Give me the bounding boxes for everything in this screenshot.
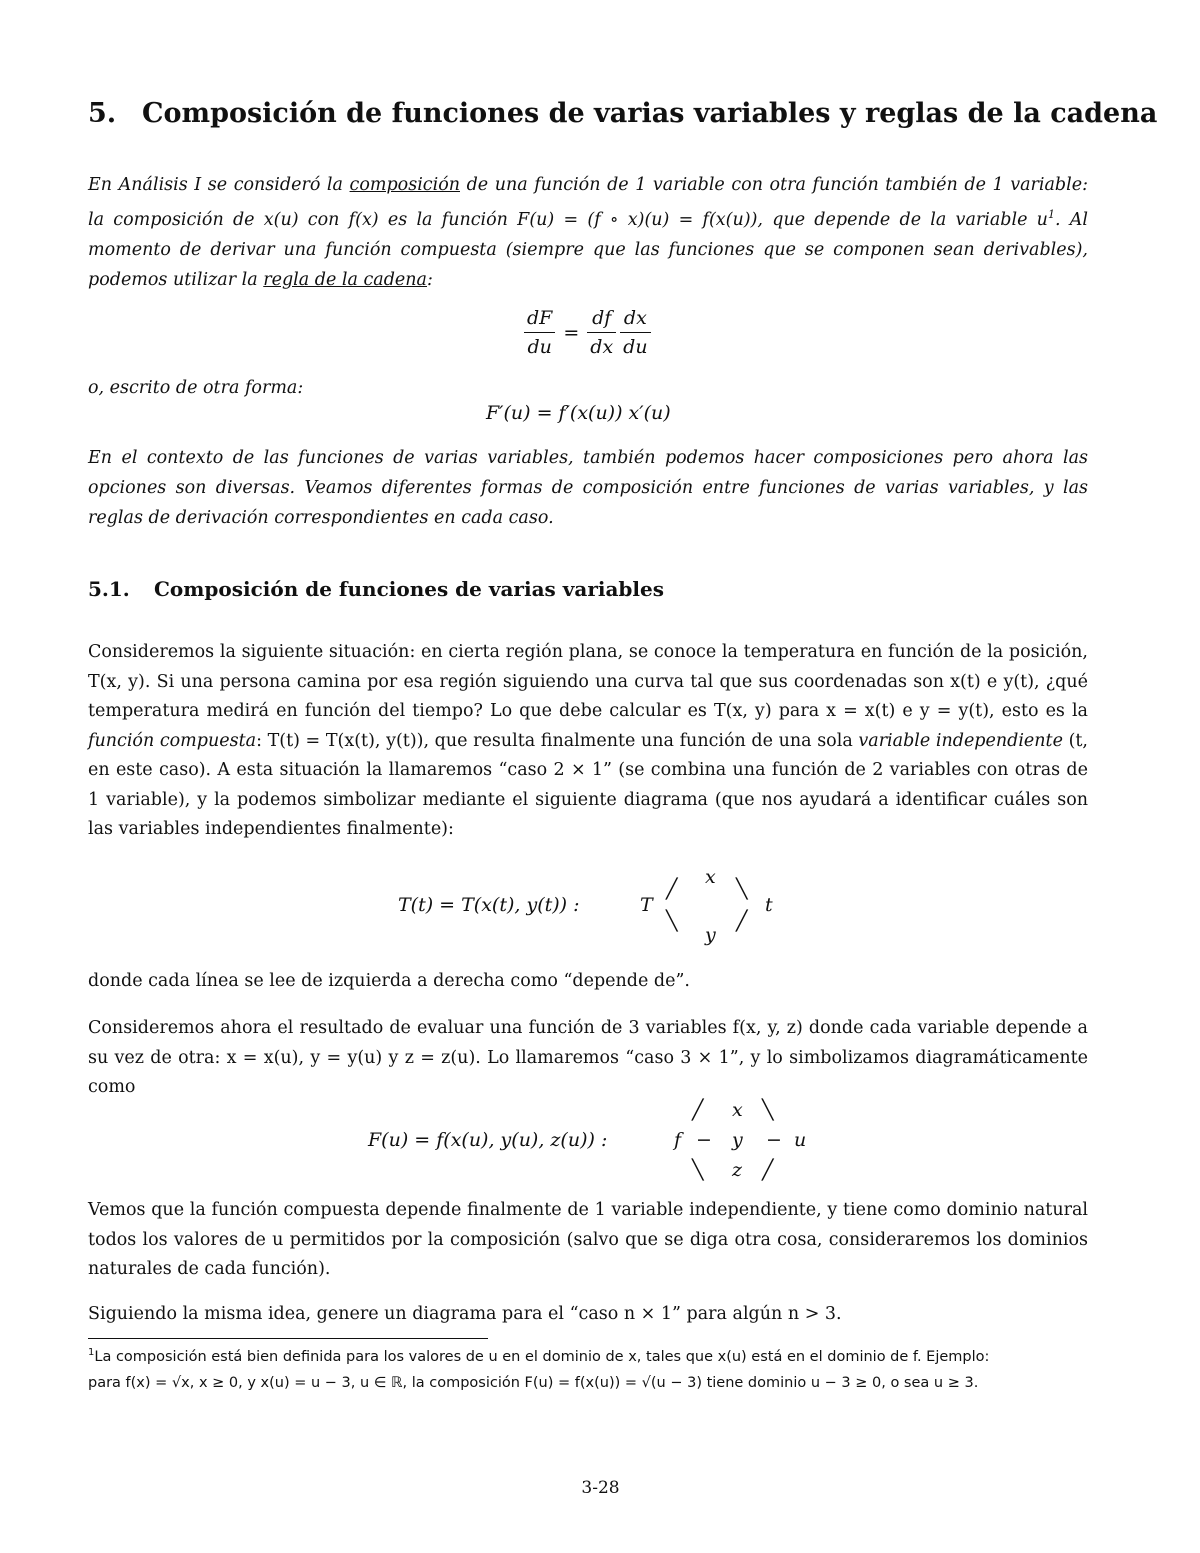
diagram2-node-x: x: [732, 1099, 743, 1121]
frac-du: du: [527, 336, 552, 358]
diagram2-node-z: z: [732, 1159, 743, 1181]
diagram1-line-y-t: ╱: [736, 910, 748, 932]
diagram1-line-x-t: ╲: [736, 878, 748, 900]
body-p1-italic-2: variable independiente: [858, 730, 1063, 751]
footnote-mark: 1: [88, 1347, 95, 1358]
diagram1-node-x: x: [705, 866, 716, 888]
diagram2-line-down: ╲: [692, 1159, 704, 1181]
intro-text-b: de una función de 1 variable con otra función también de 1 variable: la composición de x(u) con f(x) es la función F(u) = (f ∘ x)(u) = f(x(u)), que depende de la variable u: [88, 175, 1088, 230]
footnote-rule: [88, 1338, 488, 1339]
body-p1-text-b: : T(t) = T(x(t), y(t)), que resulta finalmente una función de una sola: [256, 730, 859, 751]
section-heading: [88, 98, 1157, 129]
diagram2-leaf-u: u: [794, 1129, 807, 1151]
body-paragraph-1: [88, 638, 1088, 845]
body-p1-text-c: (t, en este caso). A esta situación la llamaremos “caso 2 × 1” (se combina una función de 2 variables con otras de 1 variable), y la podemos simbolizar mediante el siguiente diagrama (que nos ayudará a identificar cuáles son las variables independientes finalmente):: [88, 730, 1088, 839]
diagram2-line-y-u: −: [766, 1129, 782, 1151]
chain-rule-fraction-equation: [522, 304, 653, 361]
chain-rule-prime-equation: F′(u) = f′(x(u)) x′(u): [486, 402, 671, 424]
footnote-ref[interactable]: 1: [1047, 208, 1055, 221]
intro-paragraph-2: En el contexto de las funciones de varias variables, también podemos hacer composiciones pero ahora las opciones son diversas. Veamos diferentes formas de composición entre funciones de varias variables, y las reglas de derivación correspondientes en cada caso.: [88, 448, 1088, 528]
body-paragraph-3: Consideremos ahora el resultado de evaluar una función de 3 variables f(x, y, z) donde cada variable depende a su vez de otra: x = x(u), y = y(u) y z = z(u). Lo llamaremos “caso 3 × 1”, y lo simbolizamos diagramáticamente como: [88, 1018, 1088, 1097]
footnote-text-1: La composición está bien definida para los valores de u en el dominio de x, tales que x(u) está en el dominio de f. Ejemplo:: [94, 1348, 990, 1365]
diagram2-line-up: ╱: [692, 1099, 704, 1121]
diagram1-line-down: ╲: [666, 910, 678, 932]
frac-dF: dF: [524, 304, 555, 333]
body-paragraph-4: Vemos que la función compuesta depende finalmente de 1 variable independiente, y tiene como dominio natural todos los valores de u permitidos por la composición (salvo que se diga otra cosa, consideraremos los dominios naturales de cada función).: [88, 1200, 1088, 1279]
intro-text-a: En Análisis I se consideró la: [88, 175, 350, 195]
section-title: Composición de funciones de varias variables y reglas de la cadena: [142, 98, 1158, 129]
body-paragraph-5: Siguiendo la misma idea, genere un diagrama para el “caso n × 1” para algún n > 3.: [88, 1304, 842, 1324]
body-p1-text-a: Consideremos la siguiente situación: en cierta región plana, se conoce la temperatura en función de la posición, T(x, y). Si una persona camina por esa región siguiendo una curva tal que sus coordenadas son x(t) e y(t), ¿qué temperatura medirá en función del tiempo? Lo que debe calcular es T(x, y) para x = x(t) e y = y(t), esto es la: [88, 642, 1088, 721]
diagram1-node-y: y: [705, 924, 716, 946]
subsection-number: 5.1.: [88, 577, 130, 601]
diagram2-node-y: y: [732, 1129, 743, 1151]
diagram2-formula: F(u) = f(x(u), y(u), z(u)) :: [368, 1129, 608, 1151]
frac-dx-2: dx: [620, 304, 650, 333]
link-composicion[interactable]: composición: [349, 175, 460, 195]
diagram2-root: f: [674, 1129, 682, 1151]
footnote: [88, 1340, 1088, 1396]
body-p1-italic-1: función compuesta: [88, 730, 257, 751]
diagram1-leaf-t: t: [765, 894, 773, 916]
subsection-title: Composición de funciones de varias variables: [154, 577, 664, 601]
intro-text-d: :: [426, 269, 433, 290]
alt-form-label: o, escrito de otra forma:: [88, 378, 304, 398]
diagram1-formula: T(t) = T(x(t), y(t)) :: [398, 894, 580, 916]
frac-du-2: du: [623, 336, 648, 358]
page-number: 3-28: [581, 1478, 620, 1498]
diagram2-line-z-u: ╱: [762, 1159, 774, 1181]
diagram2-line-x-u: ╲: [762, 1099, 774, 1121]
frac-df: df: [587, 304, 616, 333]
diagram2-line-mid: −: [696, 1129, 712, 1151]
frac-dx: dx: [590, 336, 614, 358]
intro-paragraph: [88, 170, 1088, 295]
footnote-line-1: [88, 1340, 1088, 1370]
link-regla-cadena[interactable]: regla de la cadena: [263, 269, 427, 290]
diagram-case-3x1: [88, 1097, 1088, 1189]
intro-text-c: . Al momento de derivar una función compuesta (siempre que las funciones que se componen sean derivables), podemos utilizar la: [88, 209, 1088, 290]
diagram-case-2x1: [88, 866, 1088, 946]
body-paragraph-2: donde cada línea se lee de izquierda a derecha como “depende de”.: [88, 971, 690, 991]
section-number: 5.: [88, 98, 117, 129]
diagram1-root: T: [640, 894, 653, 916]
subsection-heading: [88, 577, 664, 601]
footnote-line-2: para f(x) = √x, x ≥ 0, y x(u) = u − 3, u ∈ ℝ, la composición F(u) = f(x(u)) = √(u − 3) tiene dominio u − 3 ≥ 0, o sea u ≥ 3.: [88, 1374, 979, 1391]
diagram1-line-up: ╱: [666, 878, 678, 900]
equals-sign: =: [563, 321, 580, 344]
